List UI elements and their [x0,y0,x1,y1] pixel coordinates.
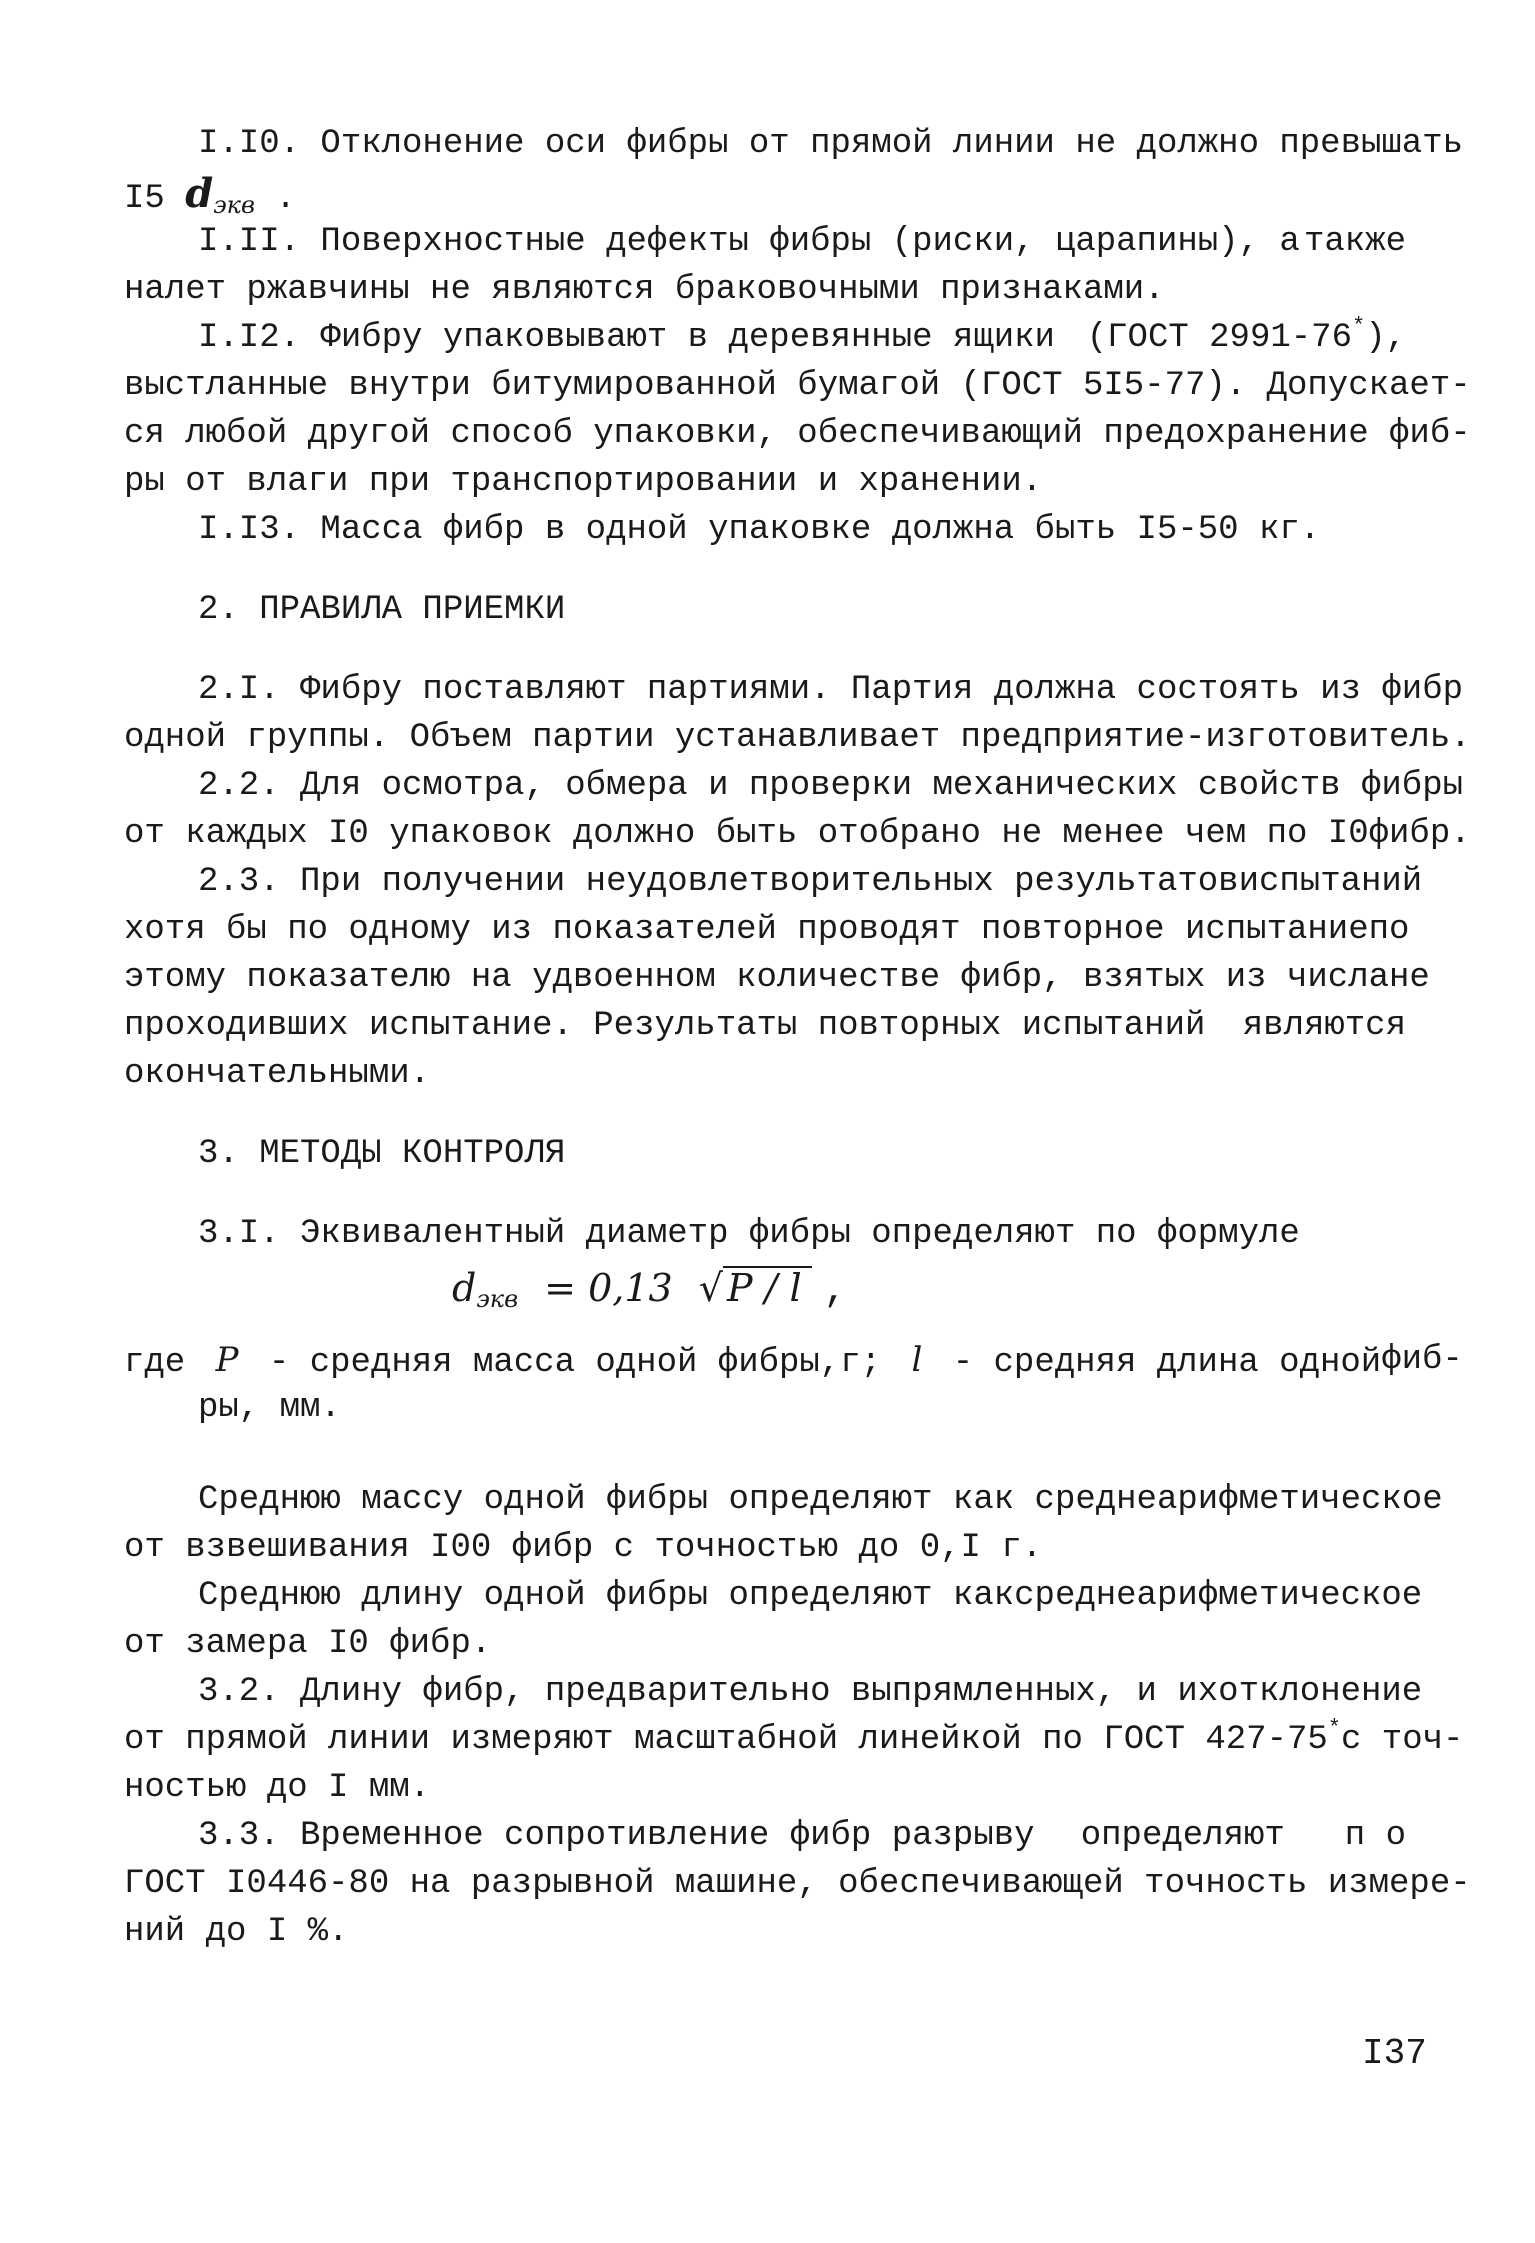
formula-subscript: экв [213,191,255,219]
text: Среднюю длину одной фибры определяют как [198,1577,1015,1615]
section-2-heading: 2. ПРАВИЛА ПРИЕМКИ [198,591,566,629]
formula-equals: = 0,13 [544,1266,673,1310]
text: являются [1242,1007,1406,1045]
text: . [275,180,296,218]
para-3-2-line-1 [198,1672,1423,1712]
para-1-11-line-2 [124,270,1165,310]
formula-radicand: P / l [723,1266,812,1308]
text: ры, мм. [198,1389,341,1427]
para-3-3-line-1 [198,1816,1406,1856]
text: ры от влаги при транспортировании и хранении. [124,463,1043,501]
text: 3.2. Длину фибр, предварительно выпрямленных, и их [198,1673,1219,1711]
formula-d: d [452,1266,477,1310]
text: окончательными. [124,1055,431,1093]
para-1-12-line-1 [198,314,1406,358]
text: ностью до I мм. [124,1769,431,1807]
para-2-3-line-3 [124,958,1430,998]
text: не [1389,959,1430,997]
para-2-3-line-4 [124,1006,1406,1046]
text: от прямой линии измеряют масштабной линейкой по ГОСТ 427-75 [124,1721,1328,1759]
text: с точ- [1341,1721,1464,1759]
text: 3.I. Эквивалентный диаметр фибры определяют по формуле [198,1215,1300,1253]
text: выстланные внутри битумированной бумагой (ГОСТ 5I5-77). Допускает- [124,367,1471,405]
text: отклонение [1218,1673,1423,1711]
text: испытаний [1238,863,1423,901]
para-1-12-line-3 [124,414,1471,454]
asterisk: * [1351,314,1366,339]
para-2-2-line-1 [198,766,1463,806]
text: также [1303,223,1406,261]
text: I.I3. Масса фибр в одной упаковке должна быть I5-50 кг. [198,511,1321,549]
text: Среднюю массу одной фибры определяют как среднеарифметическое [198,1481,1443,1519]
para-mass-line-1 [198,1480,1443,1520]
text: ), [1365,319,1406,357]
text: I.II. Поверхностные дефекты фибры (риски, царапины), а [198,223,1300,261]
symbol-l: l [911,1340,923,1380]
text: хотя бы по одному из показателей проводят повторное испытание [124,911,1369,949]
asterisk: * [1327,1716,1341,1741]
para-3-1-where-line [124,1340,1463,1383]
para-1-12-line-4 [124,462,1042,502]
text: одной группы. Объем партии устанавливает предприятие-изготовитель. [124,719,1471,757]
para-length-line-1 [198,1576,1423,1616]
formula-subscript: экв [476,1285,519,1313]
text: I5 [124,180,165,218]
text: от замера I0 фибр. [124,1625,492,1663]
text: I.I0. Отклонение оси фибры от прямой линии не должно превышать [198,125,1464,163]
text: по [1368,911,1410,949]
text: этому показателю на удвоенном количестве фибр, взятых из числа [124,959,1390,997]
para-1-11-line-1 [198,222,1406,262]
text: I.I2. Фибру упаковывают в деревянные ящики [198,319,1055,357]
text: ся любой другой способ упаковки, обеспечивающий предохранение фиб- [124,415,1471,453]
para-2-3-line-1 [198,862,1423,902]
text: налет ржавчины не являются браковочными признаками. [124,271,1165,309]
formula-comma: , [823,1270,847,1313]
text: проходивших испытание. Результаты повторных испытаний [124,1007,1206,1045]
text: ний до I %. [124,1913,349,1951]
para-2-3-line-5 [124,1054,430,1094]
para-1-10-line-2 [124,170,296,225]
para-3-1-line-1 [198,1214,1300,1254]
text: где [124,1344,186,1382]
para-2-1-line-1 [198,670,1463,710]
para-mass-line-2 [124,1528,1042,1568]
para-length-line-2 [124,1624,491,1664]
para-2-1-line-2 [124,718,1471,758]
text: от каждых I0 упаковок должно быть отобрано не менее чем по I0фибр. [124,815,1471,853]
para-3-1-where-line-2 [198,1388,341,1428]
formula-equivalent-diameter: $d_{экв} = 0,13$ √ P / l , [452,1266,847,1313]
text: (ГОСТ 2991-76 [1086,319,1352,357]
para-3-3-line-2 [124,1864,1471,1904]
text: 2.2. Для осмотра, обмера и проверки механических свойств фибры [198,767,1464,805]
formula-d: d [185,170,214,217]
para-3-2-line-2 [124,1716,1464,1760]
para-2-3-line-2 [124,910,1410,950]
para-1-13 [198,510,1320,550]
text: - средняя масса одной фибры,г; [268,1344,882,1382]
text: 2.I. Фибру поставляют партиями. Партия должна состоять из фибр [198,671,1464,709]
text: от взвешивания I00 фибр с точностью до 0,I г. [124,1529,1043,1567]
page-number: I37 [1362,2033,1427,2074]
text: - средняя длина одной [952,1344,1382,1382]
para-1-12-line-2 [124,366,1471,406]
symbol-p: P [215,1340,239,1380]
section-3-heading: 3. МЕТОДЫ КОНТРОЛЯ [198,1135,566,1173]
para-1-10-line-1 [198,124,1463,164]
text: п о [1344,1817,1406,1855]
text: среднеарифметическое [1014,1577,1423,1615]
text: ГОСТ I0446-80 на разрывной машине, обеспечивающей точность измере- [124,1865,1471,1903]
text: фиб- [1381,1341,1463,1379]
para-2-2-line-2 [124,814,1471,854]
text: определяют [1080,1817,1285,1855]
text: 2.3. При получении неудовлетворительных результатов [198,863,1239,901]
text: 3.3. Временное сопротивление фибр разрыву [198,1817,1035,1855]
para-3-3-line-3 [124,1912,348,1952]
para-3-2-line-3 [124,1768,430,1808]
